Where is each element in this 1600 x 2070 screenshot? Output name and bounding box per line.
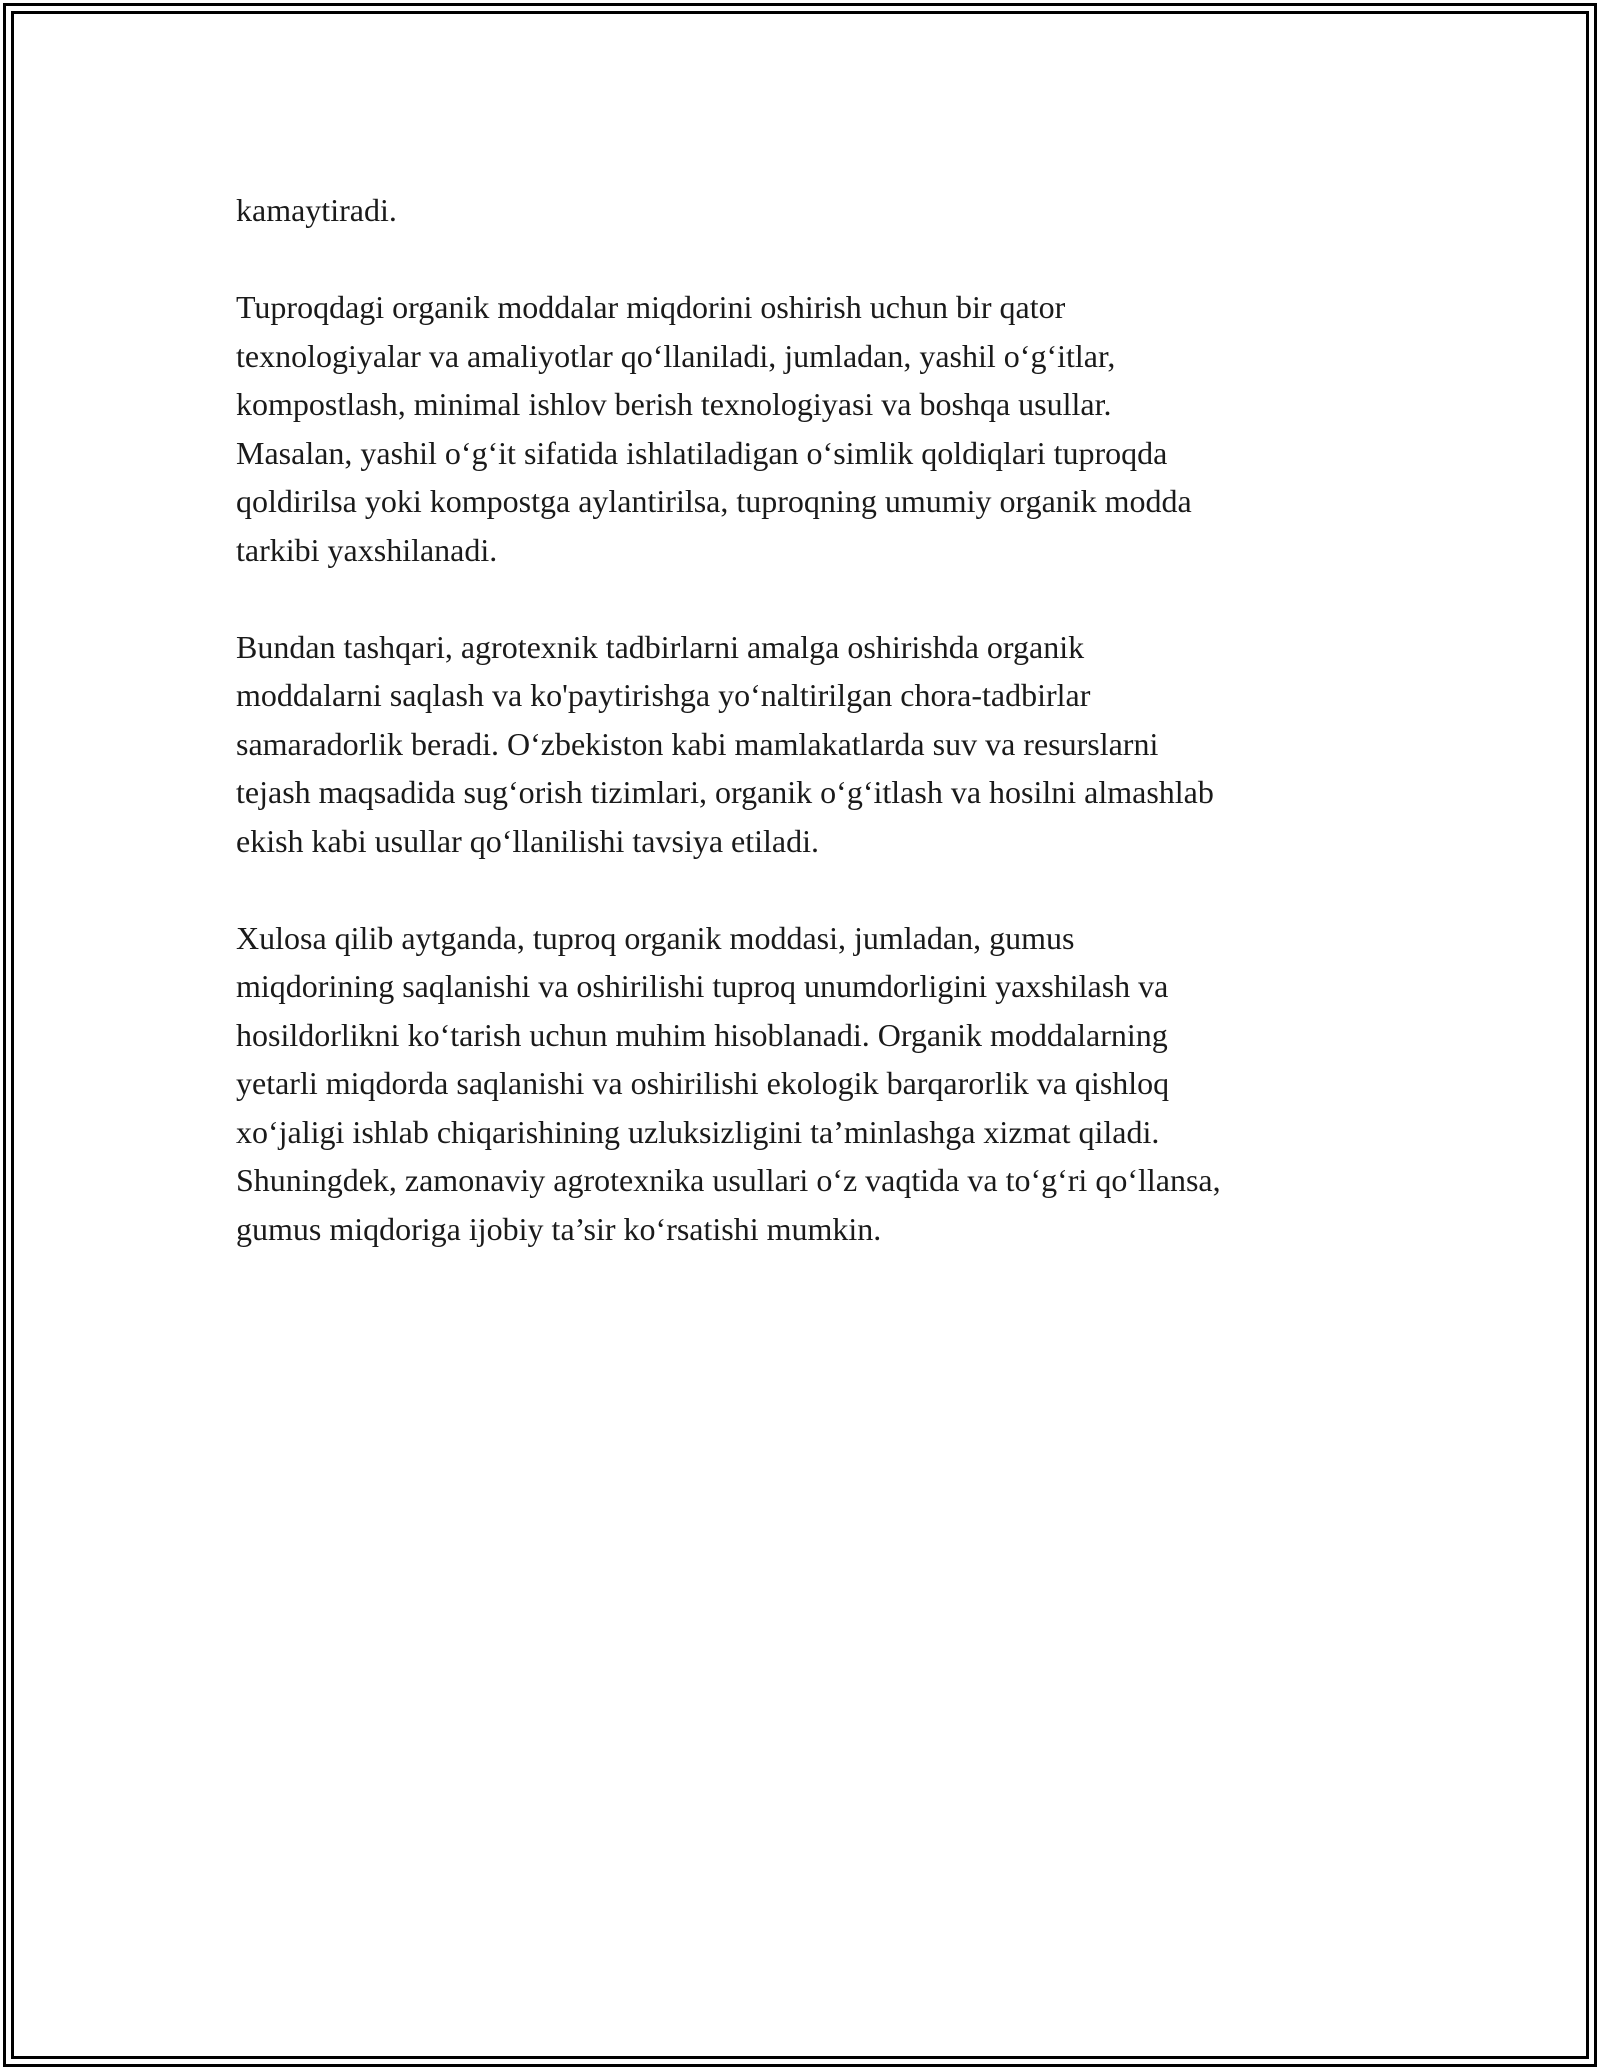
paragraph-organic-matter-technologies: Tuproqdagi organik moddalar miqdorini oshirish uchun bir qator texnologiyalar va amaliyotlar qo‘llaniladi, jumladan, yashil o‘g‘itlar, kompostlash, minimal ishlov berish texnologiyasi va boshqa usullar. Masalan, yashil o‘g‘it sifatida ishlatiladigan o‘simlik qoldiqlari tuproqda qoldirilsa yoki kompostga aylantirilsa, tuproqning umumiy organik modda tarkibi yaxshilanadi. [236, 289, 1192, 568]
paragraph-agrotechnical-measures: Bundan tashqari, agrotexnik tadbirlarni amalga oshirishda organik moddalarni saqlash va ko'paytirishga yo‘naltirilgan chora-tadbirlar samaradorlik beradi. O‘zbekiston kabi mamlakatlarda suv va resurslarni tejash maqsadida sug‘orish tizimlari, organik o‘g‘itlash va hosilni almashlab ekish kabi usullar qo‘llanilishi tavsiya etiladi. [236, 628, 1214, 859]
paragraph-continuation: kamaytiradi. [236, 192, 397, 228]
document-body [236, 186, 1376, 1302]
paragraph-conclusion: Xulosa qilib aytganda, tuproq organik moddasi, jumladan, gumus miqdorining saqlanishi va oshirilishi tuproq unumdorligini yaxshilash va hosildorlikni ko‘tarish uchun muhim hisoblanadi. Organik moddalarning yetarli miqdorda saqlanishi va oshirilishi ekologik barqarorlik va qishloq xo‘jaligi ishlab chiqarishining uzluksizligini ta’minlashga xizmat qiladi. Shuningdek, zamonaviy agrotexnika usullari o‘z vaqtida va to‘g‘ri qo‘llansa, gumus miqdoriga ijobiy ta’sir ko‘rsatishi mumkin. [236, 919, 1221, 1247]
